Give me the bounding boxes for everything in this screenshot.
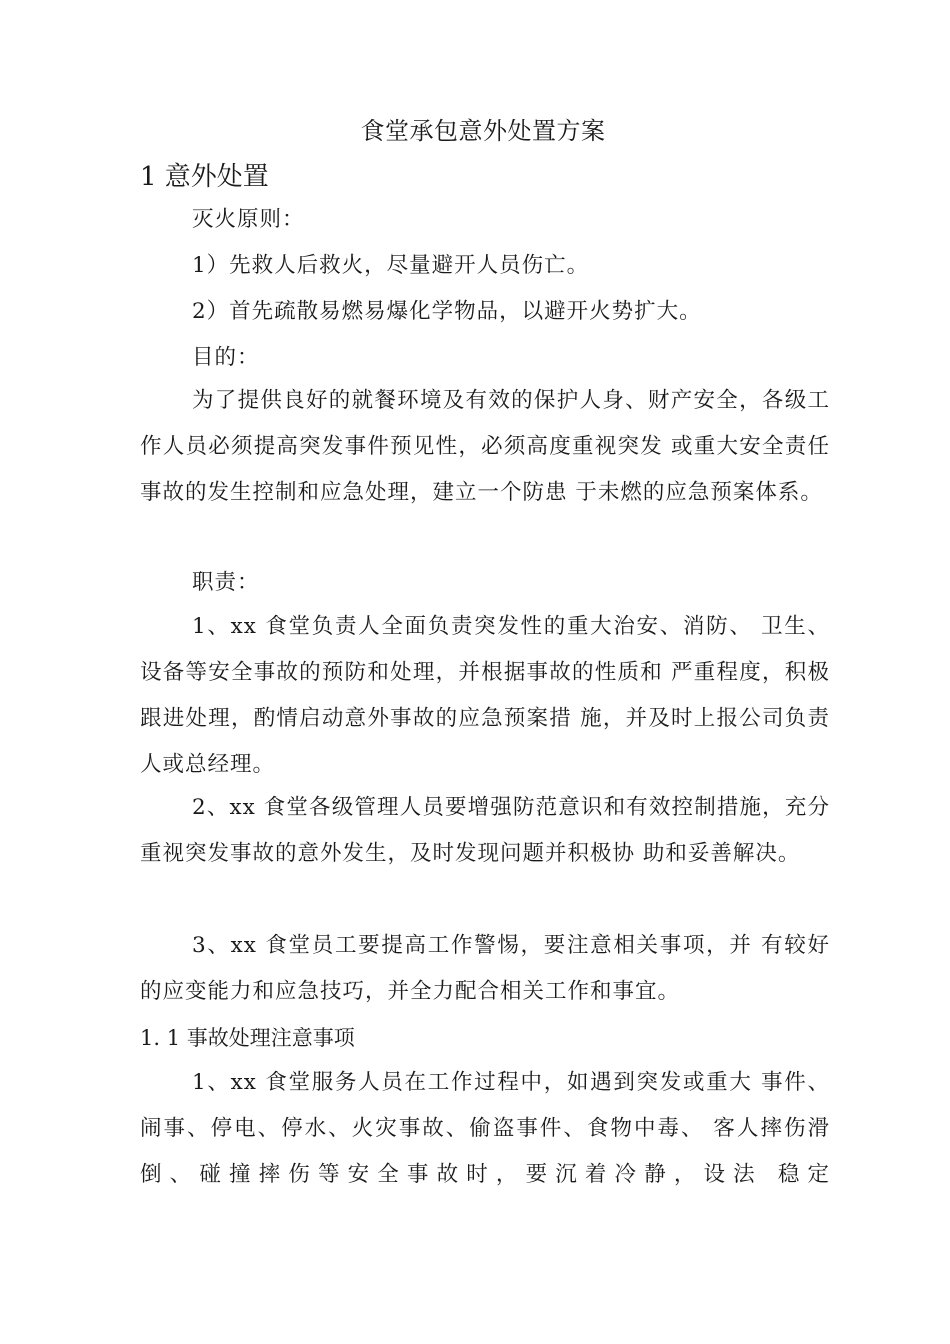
duty-paragraph: 2、xx 食堂各级管理人员要增强防范意识和有效控制措施，充分重视突发事故的意外发生，及时发现问题并积极协 助和妥善解决。 xyxy=(140,795,830,866)
purpose-paragraph: 为了提供良好的就餐环境及有效的保护人身、财产安全，各级工作人员必须提高突发事件预见性，必须高度重视突发 或重大安全责任事故的发生控制和应急处理，建立一个防患 于未燃的应急预案体系。 xyxy=(140,388,830,505)
subsection-heading: 1. 1 事故处理注意事项 xyxy=(140,1026,355,1050)
fire-principles-label: 灭火原则： xyxy=(192,207,305,232)
fire-principle-item: 1）先救人后救火，尽量避开人员伤亡。 xyxy=(192,253,590,278)
fire-principle-item: 2）首先疏散易燃易爆化学物品，以避开火势扩大。 xyxy=(192,299,702,324)
duty-paragraph: 3、xx 食堂员工要提高工作警惕，要注意相关事项，并 有较好的应变能力和应急技巧，并全力配合相关工作和事宜。 xyxy=(140,933,830,1004)
section-heading: 1 意外处置 xyxy=(140,162,269,192)
purpose-label: 目的： xyxy=(192,345,260,370)
duties-label: 职责： xyxy=(192,570,260,595)
duty-paragraph: 1、xx 食堂负责人全面负责突发性的重大治安、消防、 卫生、设备等安全事故的预防和处理，并根据事故的性质和 严重程度，积极跟进处理，酌情启动意外事故的应急预案措 施，并及时上报公司负责人或总经理。 xyxy=(140,614,830,777)
document-title: 食堂承包意外处置方案 xyxy=(360,117,606,145)
note-paragraph: 1、xx 食堂服务人员在工作过程中，如遇到突发或重大 事件、闹事、停电、停水、火灾事故、偷盗事件、食物中毒、 客人摔伤滑倒、碰撞摔伤等安全事故时，要沉着冷静，设法 稳定 xyxy=(140,1070,830,1187)
